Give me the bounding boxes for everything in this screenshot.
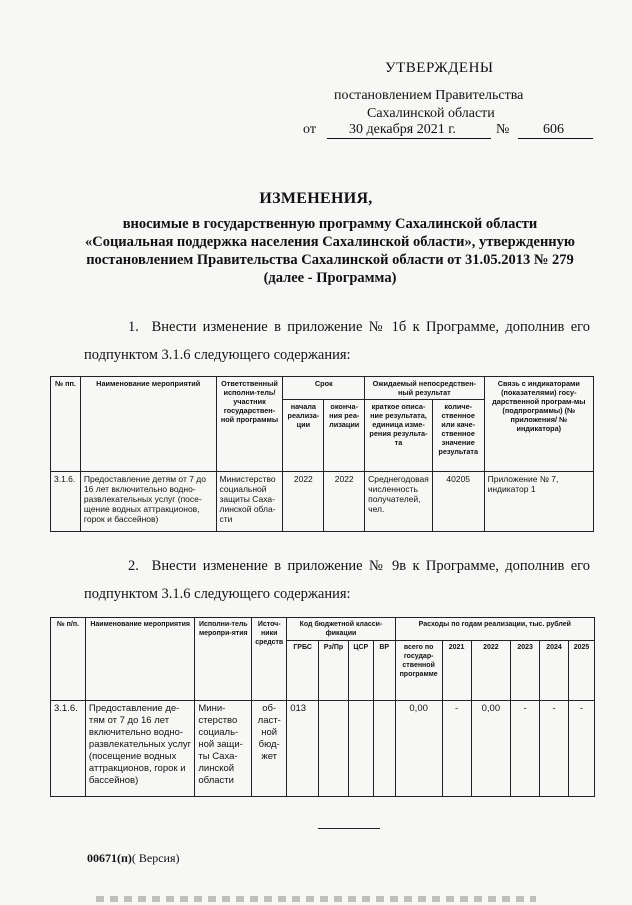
paragraph-1-number: 1.: [128, 319, 139, 335]
resolution-date: 30 декабря 2021 г.: [327, 122, 491, 139]
paragraph-1-text: Внести изменение в приложение № 1б к Программе, дополнив его подпунктом 3.1.6 следующего содержания:: [84, 319, 591, 363]
t2-header-year: 2024: [540, 641, 569, 701]
table-program-9v: [50, 617, 595, 797]
table-row: [51, 701, 595, 797]
t2-header-budget-code: Код бюджетной класси-фикации: [287, 618, 395, 641]
t2-header-grbs: ГРБС: [287, 641, 319, 701]
table-row: [51, 472, 594, 532]
t2-cell-year-value: -: [442, 701, 471, 797]
document-title: ИЗМЕНЕНИЯ,: [259, 190, 373, 207]
resolution-number: 606: [518, 122, 593, 139]
paragraph-1: [84, 313, 590, 369]
table-program-1b: [50, 376, 594, 532]
t1-cell-num: 3.1.6.: [51, 472, 81, 532]
t2-cell-name: Предоставление де-тям от 7 до 16 лет включительно водно-развлекательных услуг (посещение водных аттракционов, горок и бассейнов): [85, 701, 194, 797]
footer-version: [87, 851, 180, 866]
t2-header-source: Источ-ники средств: [252, 618, 287, 701]
t1-cell-start: 2022: [283, 472, 324, 532]
footer-code: 00671(п): [87, 851, 132, 865]
t2-header-year: 2021: [442, 641, 471, 701]
t1-header-executor: Ответственный исполни-тель/участник государствен-ной программы: [216, 377, 283, 472]
t2-header-year: 2022: [471, 641, 511, 701]
approved-label: УТВЕРЖДЕНЫ: [385, 60, 494, 76]
number-label: №: [496, 122, 510, 137]
t2-cell-num: 3.1.6.: [51, 701, 86, 797]
t1-header-result: Ожидаемый непосредствен-ный результат: [365, 377, 484, 400]
paragraph-2-number: 2.: [128, 558, 139, 574]
t2-header-total: всего по государ-ственной программе: [395, 641, 442, 701]
t1-header-result-value: количе-ственное или каче-ственное значение результата: [432, 400, 484, 472]
date-prefix: от: [303, 122, 316, 137]
t2-cell-executor: Мини-стерство социаль-ной защи-ты Саха-линской области: [195, 701, 252, 797]
t2-cell-grbs: 013: [287, 701, 319, 797]
t2-cell-source: об-ласт-ной бюд-жет: [252, 701, 287, 797]
t2-cell-year-value: -: [540, 701, 569, 797]
t2-header-expenses: Расходы по годам реализации, тыс. рублей: [395, 618, 594, 641]
t1-header-term-start: начала реализа-ции: [283, 400, 324, 472]
region-line: Сахалинской области: [367, 106, 495, 121]
t2-header-year: 2023: [511, 641, 540, 701]
t1-header-link: Связь с индикаторами (показателями) госу-дарственной програм-мы (подпрограммы) (№ приложения/ № индикатора): [484, 377, 593, 472]
t1-header-term-end: оконча-ния реа-лизации: [324, 400, 365, 472]
t1-header-name: Наименование мероприятий: [80, 377, 216, 472]
t2-header-executor: Исполни-тель меропри-ятия: [195, 618, 252, 701]
t2-cell-csr: [348, 701, 373, 797]
t2-header-rzpr: Рз/Пр: [319, 641, 349, 701]
t1-cell-executor: Министерство социальной защиты Саха-линской обла-сти: [216, 472, 283, 532]
t1-header-result-desc: краткое описа-ние результата, единица изме-рения результа-та: [365, 400, 433, 472]
t2-header-csr: ЦСР: [348, 641, 373, 701]
paragraph-2: [84, 552, 590, 608]
t2-cell-year-value: -: [568, 701, 594, 797]
t2-cell-rzpr: [319, 701, 349, 797]
resolution-line: постановлением Правительства: [334, 88, 524, 103]
t2-header-name: Наименование мероприятия: [85, 618, 194, 701]
paragraph-2-text: Внести изменение в приложение № 9в к Программе, дополнив его подпунктом 3.1.6 следующего содержания:: [84, 558, 591, 602]
t2-header-vr: ВР: [373, 641, 395, 701]
t2-header-num: № п/п.: [51, 618, 86, 701]
t2-cell-year-value: 0,00: [471, 701, 511, 797]
t2-cell-total: 0,00: [395, 701, 442, 797]
t1-cell-end: 2022: [324, 472, 365, 532]
t1-header-num: № пп.: [51, 377, 81, 472]
t2-cell-year-value: -: [511, 701, 540, 797]
separator-line: [318, 828, 380, 829]
document-subtitle: вносимые в государственную программу Сахалинской области «Социальная поддержка населения Сахалинской области», утвержденную постановлением Правительства Сахалинской области от 31.05.2013 № 279 (далее - Программа): [84, 216, 575, 286]
footer-version-label: ( Версия): [131, 851, 180, 865]
scan-artifact: [96, 896, 536, 902]
t2-header-year: 2025: [568, 641, 594, 701]
t1-cell-name: Предоставление детям от 7 до 16 лет включительно водно-развлекательных услуг (посе-щение водных аттракционов, горок и бассейнов): [80, 472, 216, 532]
t1-cell-result-desc: Среднегодовая численность получателей, чел.: [365, 472, 433, 532]
t1-cell-link: Приложение № 7, индикатор 1: [484, 472, 593, 532]
t1-cell-result-value: 40205: [432, 472, 484, 532]
t1-header-term: Срок: [283, 377, 365, 400]
t2-cell-vr: [373, 701, 395, 797]
